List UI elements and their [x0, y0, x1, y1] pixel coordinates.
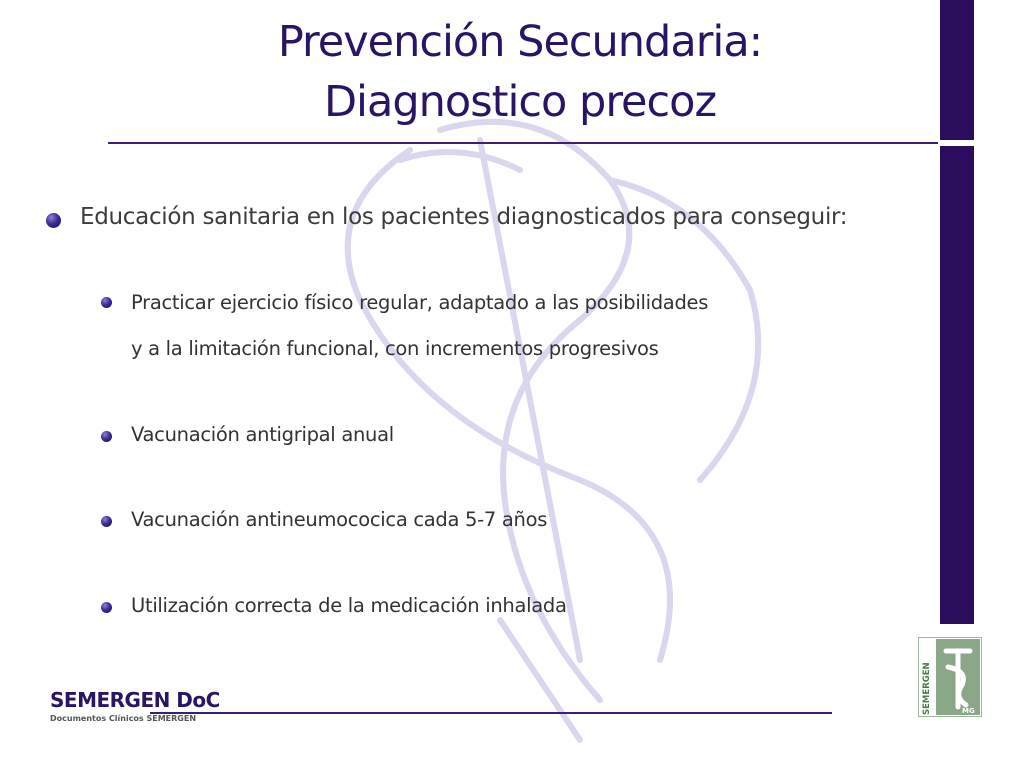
footer-brand-subtitle: Documentos Clínicos SEMERGEN	[50, 714, 197, 723]
bullet-icon	[101, 516, 112, 527]
caduceus-watermark-icon	[280, 60, 820, 750]
sub-point: Utilización correcta de la medicación inhalada	[131, 594, 567, 617]
sub-point: Practicar ejercicio físico regular, adaptado a las posibilidades	[131, 291, 709, 314]
sub-point: Vacunación antigripal anual	[131, 423, 394, 446]
main-point: Educación sanitaria en los pacientes diagnosticados para conseguir:	[80, 204, 848, 230]
semergen-badge-logo	[918, 637, 982, 717]
right-accent-bar-top	[940, 0, 974, 140]
badge-corner-text: MG	[962, 707, 975, 715]
title-line-1: Prevención Secundaria:	[277, 17, 763, 67]
slide-title	[120, 12, 920, 132]
sub-point: Vacunación antineumococica cada 5-7 años	[131, 508, 548, 531]
bullet-icon	[46, 213, 61, 228]
title-line-2: Diagnostico precoz	[323, 77, 717, 127]
footer-divider	[150, 712, 832, 714]
title-divider	[108, 142, 938, 144]
badge-vertical-text: SEMERGEN	[922, 662, 932, 715]
bullet-icon	[101, 602, 112, 613]
bullet-icon	[101, 297, 112, 308]
footer-brand-name: SEMERGEN DoC	[50, 688, 220, 712]
sub-point-continuation: y a la limitación funcional, con incrementos progresivos	[131, 337, 659, 360]
footer-brand-logo	[50, 688, 220, 723]
bullet-icon	[101, 431, 112, 442]
right-accent-bar-bottom	[940, 146, 974, 624]
